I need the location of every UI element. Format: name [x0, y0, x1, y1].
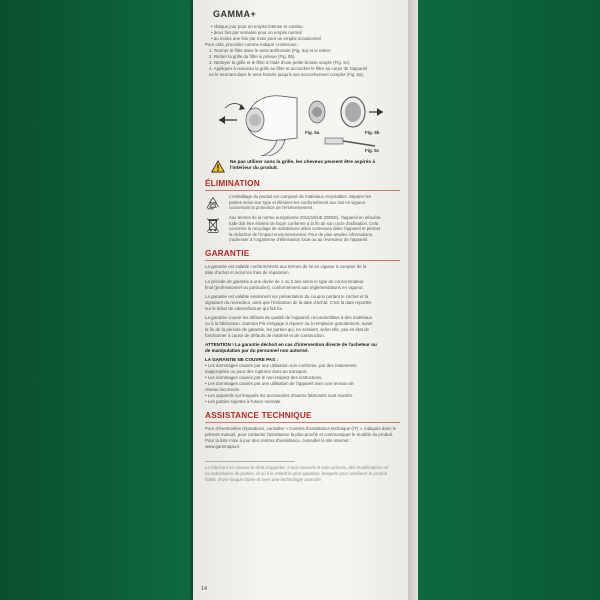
page-edge	[408, 0, 418, 600]
attention-text: ATTENTION ! La garantie déchoit en cas d'intervention directe de l'acheteur ou	[205, 341, 377, 347]
section-title-elimination: ÉLIMINATION	[205, 179, 260, 188]
procedure-step: 4. Appliquer à nouveau la grille au filtre et accrocher le filtre au corps de l'appareil	[209, 66, 368, 71]
weee-text: tude doit être éliminé de façon conforme à la fin de son cycle d'utilisation. Cela	[229, 220, 379, 226]
not-covered-item: • Les dommages causés par une utilisation non conforme, par des traitements	[205, 362, 357, 368]
assistance-text: présent manuel, pour contacter l'assistance la plus proche et communiquer le modèle du produit.	[205, 431, 394, 437]
section-rule	[205, 260, 400, 261]
recycle-row	[205, 194, 400, 212]
elimination-text: L'emballage du produit est composé de matériaux recyclables. Séparer les	[229, 194, 371, 199]
not-covered-title: LA GARANTIE NE COUVRE PAS :	[205, 356, 278, 362]
not-covered-item: • Les dommages causés par une utilisation de l'appareil avec une tension de	[205, 380, 354, 386]
brand-logo: GAMMA+	[213, 9, 257, 19]
warning-block	[205, 160, 400, 173]
garantie-text: La garantie est valable conformément aux termes de loi en vigueur à compter de la	[205, 263, 367, 269]
elimination-text: parties selon leur type et éliminez-les conformément aux lois en vigueur	[229, 199, 366, 205]
footer-note: Le fabricant se réserve le droit d'apporter, à tout moment et sans préavis, des modifications et/	[205, 464, 389, 470]
background-left	[0, 0, 190, 600]
section-rule	[205, 190, 400, 191]
not-covered-item: réseau incorrecte.	[205, 386, 241, 392]
garantie-text: date d'achat et inclut les frais de réparation.	[205, 269, 290, 275]
manual-page	[193, 0, 408, 600]
garantie-text: La garantie couvre les défauts de qualité de l'appareil, reconductibles à des matériaux	[205, 314, 373, 320]
warning-text: Ne pas utiliser sans la grille, les cheveux peuvent être aspirés à	[230, 160, 376, 165]
not-covered-item: • Les appareils sur lesquels les accessoires d'autres fabricants sont montés.	[205, 392, 354, 398]
garantie-text: signature du revendeur, ainsi que l'indication de la date d'achat. C'est la date reportée	[205, 299, 372, 305]
not-covered-item: • Les dommages causés par le non-respect des instructions.	[205, 374, 323, 380]
garantie-text: la fin de la période de garantie, les parties qui, ne seraient, selon elle, pas en état de	[205, 326, 370, 332]
top-list-item: • au moins une fois par mois pour un emploi occasionnel	[211, 36, 321, 41]
procedure-step: en le tournant dans le sens horaire jusqu'à son accrochement complet (Fig. 5a).	[209, 72, 365, 77]
footer-note: ou substitution de parties, là où il le retient le plus opportun, lesquels pour améliorer le produit	[205, 470, 387, 476]
recycle-icon	[205, 196, 221, 212]
top-list-item: • chaque jour pour un emploi intense et continu	[211, 24, 303, 29]
assistance-website: www.gammapiu.it	[205, 443, 240, 449]
garantie-text: ou à la fabrication. Gamma Più s'engage à réparer ou à remplacer gratuitement, avant	[205, 320, 373, 326]
garantie-text: final (professionnel ou particulier), conformément aux réglementations en vigueur.	[205, 284, 364, 290]
section-title-garantie: GARANTIE	[205, 248, 250, 258]
garantie-text: La garantie est valable seulement sur présentation du coupon portant le cachet et la	[205, 293, 369, 299]
garantie-text: La période de garantie a une durée de 1 ou 2 ans selon le type de consommateur	[205, 278, 364, 284]
top-list-item: • deux fois par semaine pour un emploi normal	[211, 30, 302, 35]
fig-5c-label: Fig. 5c	[365, 148, 380, 153]
crossed-bin-icon	[205, 217, 221, 233]
garantie-text: sur le ticket de caisse/facture qui fait foi.	[205, 305, 283, 311]
procedure-intro: Pour cela, procéder comme indiqué ci-dessous :	[205, 42, 299, 47]
weee-text: Aux termes de la norme européenne 2012/19/UE (DEEE), l'appareil en désuétu-	[229, 215, 382, 220]
elimination-text: concernant la protection de l'environnement.	[229, 205, 314, 211]
footer-separator	[205, 461, 295, 462]
section-rule	[205, 422, 400, 423]
warning-text: l'intérieur du produit.	[230, 166, 279, 172]
filter-cleaning-figure	[205, 82, 400, 156]
not-covered-item: inappropriés ou pour des ruptures dues au transport.	[205, 368, 308, 374]
attention-text: de manipulation par du personnel non autorisé.	[205, 347, 309, 353]
fig-5b-label: Fig. 5b	[365, 130, 380, 135]
weee-text: s'adresser à l'organisme d'élimination local ou au revendeur de l'appareil.	[229, 237, 369, 243]
hair-dryer-illustration	[205, 82, 400, 156]
weee-text: la réduction de l'impact environnemental. Pour de plus amples informations,	[229, 231, 374, 237]
weee-text: concerne le recyclage de substances utiles contenues dans l'appareil et permet	[229, 226, 381, 232]
fig-5a-label: Fig. 5a	[305, 130, 320, 135]
weee-row	[205, 215, 400, 243]
not-covered-item: • Les parties sujettes à l'usure normale.	[205, 398, 282, 404]
assistance-text: Pour d'éventuelles réparations, consulter « Centres d'assistance technique (IT) », indiqués dans le	[205, 425, 397, 431]
warning-icon	[211, 160, 225, 173]
procedure-step: 2. Retirer la grille du filtre si prévue (Fig. 5b).	[209, 54, 296, 59]
assistance-text: Pour la liste mise à jour des centres d'assistance, consulter le site internet :	[205, 437, 352, 443]
procedure-step: 1. Tourner le filtre dans le sens antihoraire (Fig. 5a) et le retirer.	[209, 48, 332, 53]
page-content	[205, 24, 400, 483]
footer-note: fiable, d'une longue durée et avec une technologie avancée.	[205, 476, 323, 482]
page-number: 14	[201, 586, 208, 592]
garantie-text: fonctionner à cause de défauts de matériel et de construction.	[205, 332, 326, 338]
background-right	[410, 0, 600, 600]
procedure-step: 3. Nettoyer la grille et le filtre à l'aide d'une petite brosse souple (Fig. 5c).	[209, 60, 351, 65]
section-title-assistance: ASSISTANCE TECHNIQUE	[205, 410, 312, 420]
